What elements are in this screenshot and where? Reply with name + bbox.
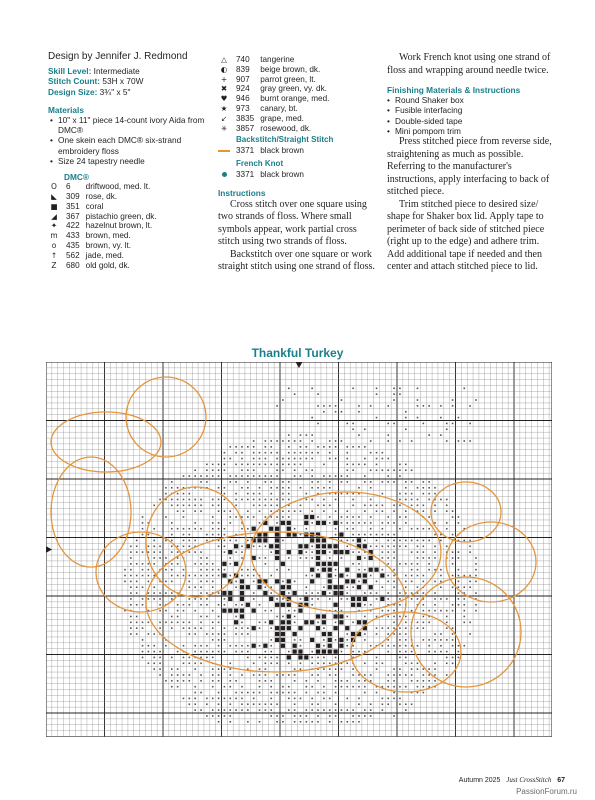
list-item: • Size 24 tapestry needle <box>58 156 218 166</box>
french-knot-heading: French Knot <box>236 159 284 169</box>
dmc-key-table-continued <box>218 55 335 133</box>
list-item: • Round Shaker box <box>395 95 553 105</box>
design-size: Design Size: 3¾" x 5" <box>48 86 131 97</box>
watermark: PassionForum.ru <box>516 787 577 796</box>
backstitch-key <box>218 146 310 156</box>
list-item: • Mini pompom trim <box>395 126 553 136</box>
paragraph: Backstitch over one square or work straight stitch using one strand of floss. <box>218 248 375 273</box>
chart-title: Thankful Turkey <box>251 346 344 360</box>
instructions-heading: Instructions <box>218 188 266 199</box>
materials-list <box>48 115 218 166</box>
key-row: △ 740 tangerine <box>218 55 335 65</box>
key-row: ◐ 839 beige brown, dk. <box>218 65 335 75</box>
list-item: • Double-sided tape <box>395 116 553 126</box>
page-footer: Autumn 2025 Just CrossStitch 67 <box>458 776 565 784</box>
half-circle-icon: ◐ <box>220 64 228 74</box>
list-item: • 10" x 11" piece 14-count ivory Aida from DMC® <box>58 115 218 135</box>
key-row: 3371 black brown <box>218 146 310 156</box>
list-item: • Fusible interfacing <box>395 105 553 115</box>
french-knot-text: Work French knot using one strand of floss and wrapping around needle twice. <box>387 52 551 76</box>
star4-icon: ✦ <box>50 221 58 231</box>
key-row: m 433 brown, med. <box>48 231 163 241</box>
key-row: ■ 351 coral <box>48 202 163 212</box>
list-item: • One skein each DMC® six-strand embroidery floss <box>58 135 218 155</box>
materials-column <box>48 52 218 270</box>
french-knot-key <box>218 170 310 180</box>
materials-heading: Materials <box>48 104 84 115</box>
triangle-corner-icon: ◢ <box>51 211 57 221</box>
key-row: 3371 black brown <box>218 170 310 180</box>
stitch-count: Stitch Count: 53H x 70W <box>48 76 144 87</box>
finishing-text <box>387 136 553 274</box>
key-row: ◢ 367 pistachio green, dk. <box>48 212 163 222</box>
arrow-up-icon: ↑ <box>50 250 58 260</box>
heart-icon: ♥ <box>220 94 228 104</box>
french-knot-dot-icon <box>218 170 236 180</box>
square-icon: ■ <box>50 201 58 211</box>
key-row: ✳ 3857 rosewood, dk. <box>218 124 335 134</box>
ring-small-icon: o <box>51 241 57 251</box>
z-icon: Z <box>51 260 57 270</box>
ring-icon: O <box>51 182 57 192</box>
cross-stitch-chart <box>46 362 552 737</box>
m-icon: m <box>50 231 58 241</box>
key-row: ↑ 562 jade, med. <box>48 251 163 261</box>
paragraph: Trim stitched piece to desired size/ shape for Shaker box lid. Apply tape to perimeter of back side of stitched piece (right up to the edge) and adhere trim. Add additional tape if needed and then center and attach stitched piece to lid. <box>387 198 545 273</box>
key-row: ◣ 309 rose, dk. <box>48 192 163 202</box>
dmc-heading: DMC® <box>64 172 90 183</box>
x-icon: ✖ <box>220 84 228 94</box>
finishing-materials-list <box>387 95 553 136</box>
triangle-outline-icon: △ <box>221 55 227 64</box>
star-icon: ★ <box>220 103 228 113</box>
plus-icon: + <box>220 74 228 84</box>
key-row: Z 680 old gold, dk. <box>48 261 163 271</box>
key-row: ✖ 924 gray green, vy. dk. <box>218 84 335 94</box>
asterisk-icon: ✳ <box>220 123 228 133</box>
backstitch-line-icon <box>218 146 236 156</box>
dmc-key-table <box>48 182 163 270</box>
key-row: + 907 parrot green, lt. <box>218 75 335 85</box>
arrow-diag-icon: ↙ <box>220 113 228 123</box>
instructions-text <box>218 199 380 274</box>
designer-byline: Design by Jennifer J. Redmond <box>48 51 188 62</box>
key-row: ♥ 946 burnt orange, med. <box>218 94 335 104</box>
paragraph: Press stitched piece from reverse side, straightening as much as possible. Referring to the manufacturer's instructions, apply interfacing to back of stitched piece. <box>387 136 552 198</box>
key-row: ↙ 3835 grape, med. <box>218 114 335 124</box>
key-row: ★ 973 canary, bt. <box>218 104 335 114</box>
corner-icon: ◣ <box>51 192 57 202</box>
key-row: O 6 driftwood, med. lt. <box>48 182 163 192</box>
skill-level: Skill Level: Intermediate <box>48 66 140 77</box>
key-row: ✦ 422 hazelnut brown, lt. <box>48 221 163 231</box>
paragraph: Cross stitch over one square using two strands of floss. Where small symbols appear, work partial cross stitch using two strands of floss. <box>218 198 367 248</box>
key-row: o 435 brown, vy. lt. <box>48 241 163 251</box>
key-instructions-column <box>218 55 380 274</box>
finishing-heading: Finishing Materials & Instructions <box>387 85 521 95</box>
finishing-column <box>387 52 553 274</box>
backstitch-heading: Backstitch/Straight Stitch <box>236 135 334 145</box>
